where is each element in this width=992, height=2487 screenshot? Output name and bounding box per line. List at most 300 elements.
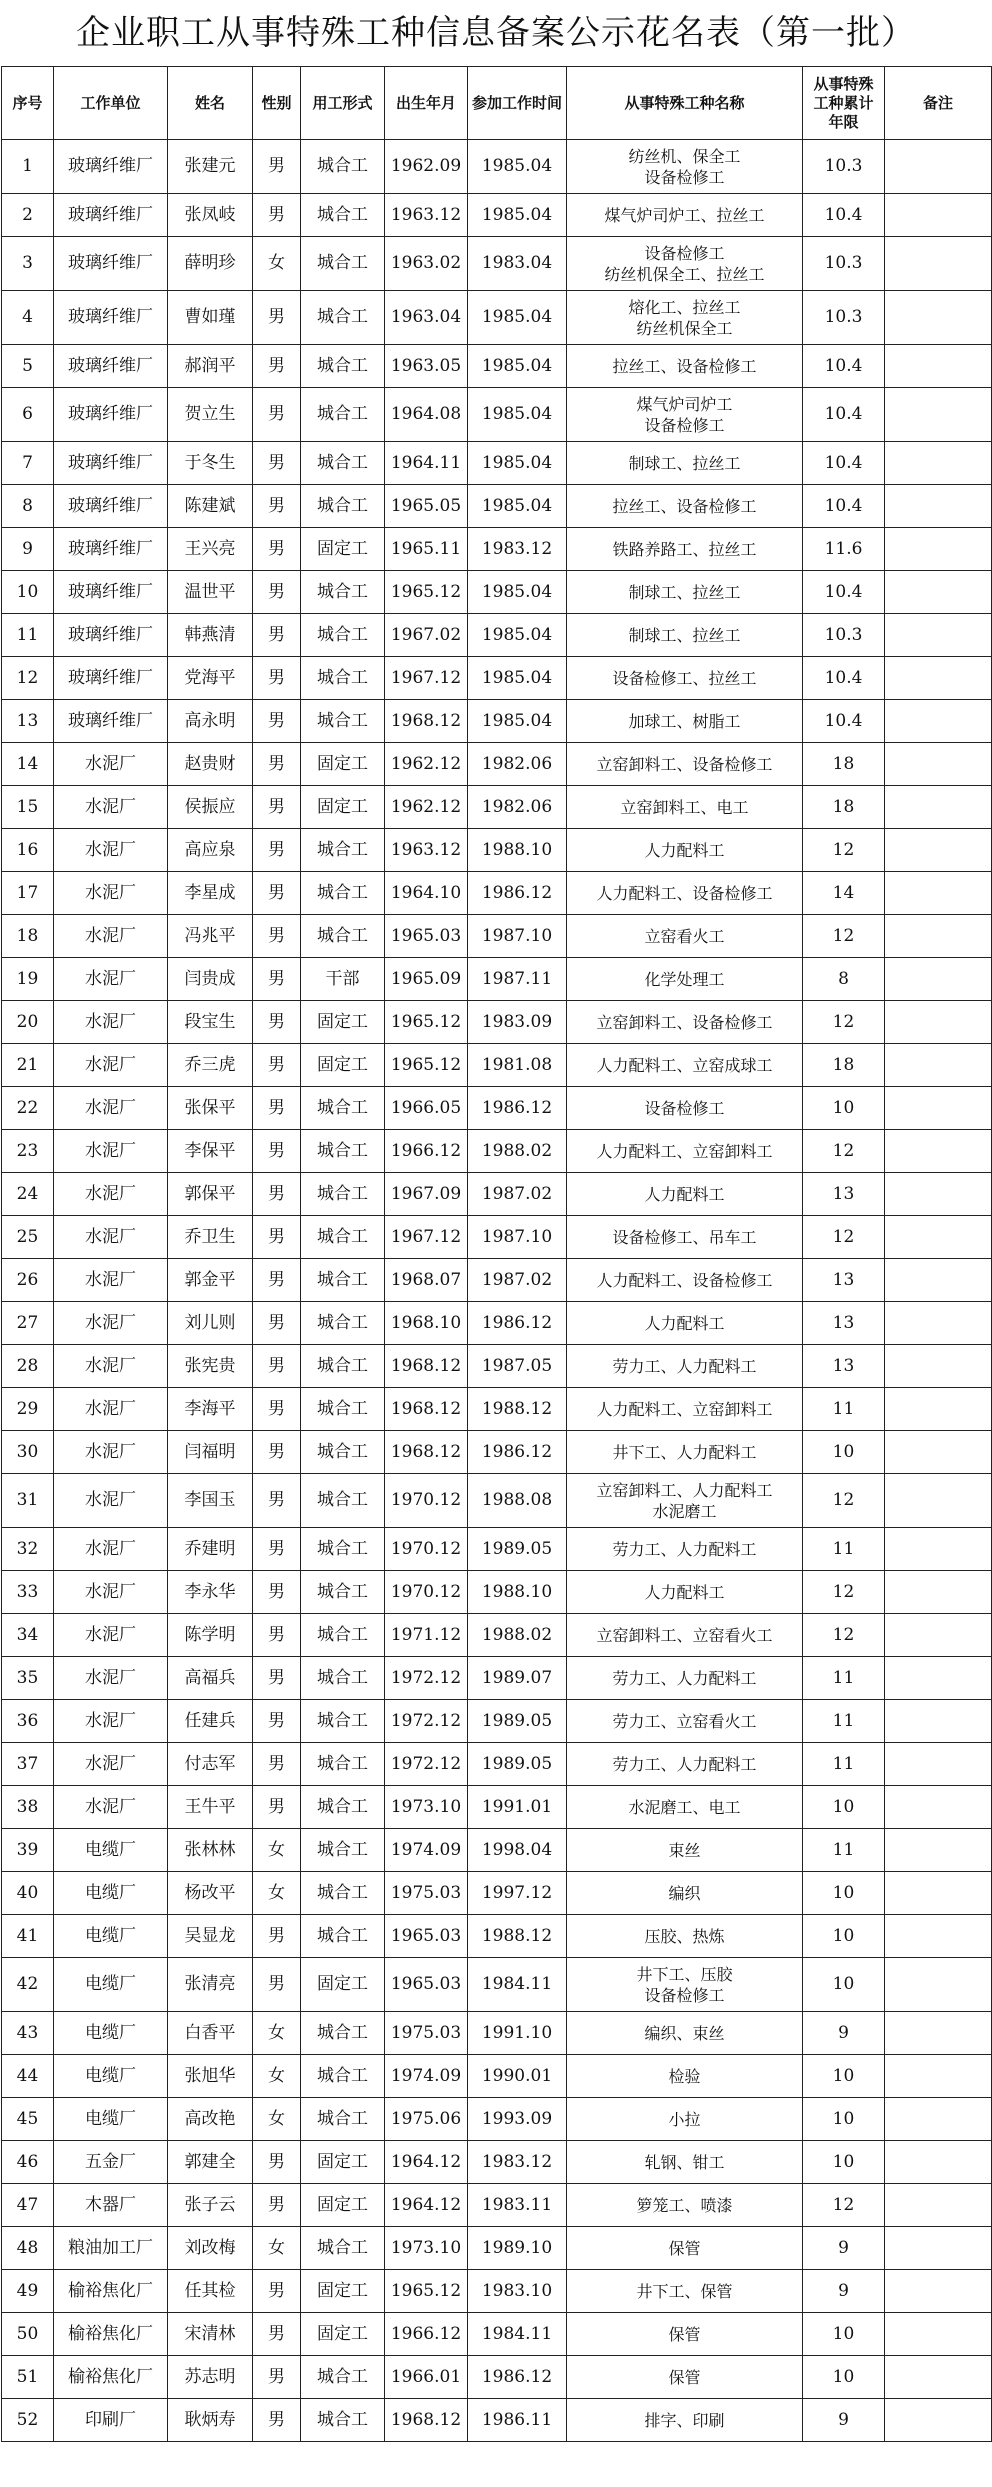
cell-types-line: 立窑卸料工、电工	[620, 797, 749, 817]
cell-birth: 1968.10	[385, 1302, 468, 1345]
cell-types	[567, 786, 803, 829]
cell-employment: 城合工	[301, 915, 385, 958]
cell-types	[567, 528, 803, 571]
cell-employment: 城合工	[301, 2356, 385, 2399]
cell-employment: 固定工	[301, 1958, 385, 2012]
cell-no: 42	[2, 1958, 54, 2012]
cell-gender: 男	[253, 1528, 301, 1571]
cell-birth: 1965.12	[385, 2270, 468, 2313]
cell-name: 陈建斌	[168, 485, 253, 528]
cell-start: 1990.01	[468, 2055, 567, 2098]
table-row	[2, 1345, 992, 1388]
cell-gender: 男	[253, 915, 301, 958]
cell-remark	[885, 1657, 992, 1700]
cell-birth: 1968.12	[385, 2399, 468, 2442]
cell-years: 11.6	[803, 528, 885, 571]
cell-employment: 城合工	[301, 872, 385, 915]
cell-types	[567, 1130, 803, 1173]
cell-name: 李国玉	[168, 1474, 253, 1528]
cell-birth: 1975.03	[385, 1872, 468, 1915]
cell-unit: 玻璃纤维厂	[54, 237, 168, 291]
cell-types	[567, 1173, 803, 1216]
cell-employment: 城合工	[301, 237, 385, 291]
cell-employment: 城合工	[301, 291, 385, 345]
cell-types-line: 小拉	[668, 2109, 701, 2129]
cell-start: 1985.04	[468, 442, 567, 485]
cell-years: 11	[803, 1700, 885, 1743]
cell-employment: 城合工	[301, 1915, 385, 1958]
cell-employment: 城合工	[301, 657, 385, 700]
cell-types	[567, 237, 803, 291]
cell-unit: 水泥厂	[54, 958, 168, 1001]
cell-types-line: 人力配料工、立窑卸料工	[596, 1141, 773, 1161]
cell-no: 38	[2, 1786, 54, 1829]
cell-unit: 水泥厂	[54, 1743, 168, 1786]
cell-no: 21	[2, 1044, 54, 1087]
cell-name: 耿炳寿	[168, 2399, 253, 2442]
cell-employment: 城合工	[301, 1657, 385, 1700]
cell-remark	[885, 2227, 992, 2270]
cell-no: 16	[2, 829, 54, 872]
cell-years: 18	[803, 786, 885, 829]
cell-gender: 男	[253, 614, 301, 657]
cell-employment: 城合工	[301, 1302, 385, 1345]
cell-types-line: 编织、束丝	[644, 2023, 725, 2043]
cell-gender: 女	[253, 2227, 301, 2270]
table-row	[2, 829, 992, 872]
cell-types-line: 劳力工、立窑看火工	[612, 1711, 757, 1731]
cell-birth: 1963.05	[385, 345, 468, 388]
cell-start: 1997.12	[468, 1872, 567, 1915]
cell-types	[567, 1657, 803, 1700]
cell-years: 13	[803, 1345, 885, 1388]
cell-employment: 城合工	[301, 345, 385, 388]
table-row	[2, 571, 992, 614]
cell-birth: 1964.08	[385, 388, 468, 442]
cell-start: 1987.11	[468, 958, 567, 1001]
cell-gender: 男	[253, 700, 301, 743]
cell-employment: 城合工	[301, 1743, 385, 1786]
cell-no: 35	[2, 1657, 54, 1700]
cell-no: 14	[2, 743, 54, 786]
table-row	[2, 1700, 992, 1743]
cell-start: 1982.06	[468, 786, 567, 829]
cell-types-line: 井下工、人力配料工	[612, 1442, 757, 1462]
cell-no: 40	[2, 1872, 54, 1915]
cell-years: 11	[803, 1829, 885, 1872]
cell-no: 9	[2, 528, 54, 571]
cell-types	[567, 2227, 803, 2270]
cell-name: 段宝生	[168, 1001, 253, 1044]
cell-types-line: 保管	[668, 2324, 701, 2344]
cell-birth: 1972.12	[385, 1657, 468, 1700]
cell-start: 1986.12	[468, 872, 567, 915]
table-header	[2, 67, 992, 140]
cell-name: 郭建全	[168, 2141, 253, 2184]
cell-no: 47	[2, 2184, 54, 2227]
cell-no: 43	[2, 2012, 54, 2055]
cell-remark	[885, 2012, 992, 2055]
cell-types	[567, 743, 803, 786]
cell-unit: 水泥厂	[54, 829, 168, 872]
cell-years: 10.4	[803, 700, 885, 743]
cell-gender: 男	[253, 829, 301, 872]
cell-types	[567, 872, 803, 915]
cell-types-line: 煤气炉司炉工	[636, 394, 733, 414]
cell-no: 48	[2, 2227, 54, 2270]
cell-types	[567, 345, 803, 388]
cell-gender: 男	[253, 1345, 301, 1388]
cell-types	[567, 829, 803, 872]
cell-birth: 1965.03	[385, 1915, 468, 1958]
table-row	[2, 1130, 992, 1173]
cell-types-line: 设备检修工	[644, 167, 725, 187]
cell-name: 乔建明	[168, 1528, 253, 1571]
cell-birth: 1965.12	[385, 1044, 468, 1087]
cell-gender: 男	[253, 2313, 301, 2356]
header-start: 参加工作时间	[468, 67, 567, 140]
cell-birth: 1968.12	[385, 1431, 468, 1474]
cell-gender: 男	[253, 657, 301, 700]
cell-start: 1985.04	[468, 140, 567, 194]
cell-types	[567, 1786, 803, 1829]
cell-years: 10.4	[803, 485, 885, 528]
header-name: 姓名	[168, 67, 253, 140]
cell-years: 10.3	[803, 614, 885, 657]
cell-remark	[885, 958, 992, 1001]
table-row	[2, 2227, 992, 2270]
cell-employment: 固定工	[301, 2313, 385, 2356]
table-row	[2, 2270, 992, 2313]
cell-name: 乔卫生	[168, 1216, 253, 1259]
cell-gender: 男	[253, 1786, 301, 1829]
cell-unit: 水泥厂	[54, 1474, 168, 1528]
cell-start: 1981.08	[468, 1044, 567, 1087]
cell-birth: 1968.12	[385, 1345, 468, 1388]
cell-employment: 固定工	[301, 2270, 385, 2313]
cell-types	[567, 2098, 803, 2141]
cell-types-line: 立窑卸料工、人力配料工	[596, 1480, 773, 1500]
cell-types	[567, 140, 803, 194]
cell-unit: 水泥厂	[54, 915, 168, 958]
cell-years: 10	[803, 1786, 885, 1829]
cell-remark	[885, 1872, 992, 1915]
cell-name: 李星成	[168, 872, 253, 915]
header-years-line: 年限	[828, 112, 859, 131]
cell-birth: 1965.12	[385, 1001, 468, 1044]
cell-years: 10.3	[803, 291, 885, 345]
cell-start: 1991.01	[468, 1786, 567, 1829]
cell-gender: 男	[253, 1302, 301, 1345]
cell-types-line: 保管	[668, 2367, 701, 2387]
table-row	[2, 2356, 992, 2399]
cell-years: 10	[803, 1872, 885, 1915]
table-row	[2, 657, 992, 700]
cell-types	[567, 1087, 803, 1130]
cell-name: 闫贵成	[168, 958, 253, 1001]
cell-employment: 城合工	[301, 1087, 385, 1130]
cell-birth: 1963.04	[385, 291, 468, 345]
cell-years: 12	[803, 1474, 885, 1528]
cell-start: 1985.04	[468, 571, 567, 614]
cell-birth: 1965.12	[385, 571, 468, 614]
cell-no: 41	[2, 1915, 54, 1958]
cell-years: 12	[803, 915, 885, 958]
cell-types	[567, 1614, 803, 1657]
cell-birth: 1967.12	[385, 657, 468, 700]
cell-years: 18	[803, 743, 885, 786]
cell-years: 10	[803, 1431, 885, 1474]
cell-gender: 男	[253, 140, 301, 194]
cell-types-line: 制球工、拉丝工	[628, 625, 741, 645]
cell-name: 张宪贵	[168, 1345, 253, 1388]
cell-gender: 男	[253, 1044, 301, 1087]
cell-types	[567, 614, 803, 657]
cell-years: 11	[803, 1528, 885, 1571]
cell-remark	[885, 700, 992, 743]
cell-no: 1	[2, 140, 54, 194]
table-row	[2, 1528, 992, 1571]
cell-unit: 电缆厂	[54, 1872, 168, 1915]
cell-birth: 1965.11	[385, 528, 468, 571]
cell-name: 张凤岐	[168, 194, 253, 237]
cell-employment: 城合工	[301, 194, 385, 237]
cell-birth: 1964.12	[385, 2141, 468, 2184]
cell-name: 高福兵	[168, 1657, 253, 1700]
cell-birth: 1968.07	[385, 1259, 468, 1302]
table-row	[2, 1786, 992, 1829]
cell-types-line: 人力配料工	[644, 840, 725, 860]
cell-unit: 水泥厂	[54, 1259, 168, 1302]
cell-unit: 电缆厂	[54, 2055, 168, 2098]
cell-years: 10.4	[803, 442, 885, 485]
cell-employment: 城合工	[301, 2055, 385, 2098]
cell-no: 52	[2, 2399, 54, 2442]
cell-years: 10	[803, 1087, 885, 1130]
cell-types-line: 束丝	[668, 1840, 701, 1860]
cell-remark	[885, 743, 992, 786]
cell-birth: 1968.12	[385, 700, 468, 743]
cell-gender: 男	[253, 1958, 301, 2012]
cell-no: 12	[2, 657, 54, 700]
table-row	[2, 1614, 992, 1657]
cell-types	[567, 2313, 803, 2356]
cell-no: 29	[2, 1388, 54, 1431]
cell-unit: 水泥厂	[54, 1614, 168, 1657]
cell-years: 18	[803, 1044, 885, 1087]
cell-employment: 城合工	[301, 571, 385, 614]
cell-birth: 1963.12	[385, 829, 468, 872]
cell-name: 苏志明	[168, 2356, 253, 2399]
cell-unit: 电缆厂	[54, 2098, 168, 2141]
cell-gender: 男	[253, 2141, 301, 2184]
cell-name: 高永明	[168, 700, 253, 743]
table-row	[2, 872, 992, 915]
cell-types	[567, 1302, 803, 1345]
table-row	[2, 2399, 992, 2442]
cell-unit: 五金厂	[54, 2141, 168, 2184]
cell-employment: 城合工	[301, 1474, 385, 1528]
cell-types	[567, 1829, 803, 1872]
cell-birth: 1970.12	[385, 1571, 468, 1614]
cell-unit: 水泥厂	[54, 1388, 168, 1431]
cell-gender: 男	[253, 2399, 301, 2442]
cell-no: 34	[2, 1614, 54, 1657]
cell-years: 13	[803, 1302, 885, 1345]
cell-employment: 城合工	[301, 1216, 385, 1259]
cell-unit: 电缆厂	[54, 2012, 168, 2055]
cell-no: 18	[2, 915, 54, 958]
cell-years: 13	[803, 1259, 885, 1302]
cell-remark	[885, 237, 992, 291]
cell-name: 白香平	[168, 2012, 253, 2055]
cell-name: 刘改梅	[168, 2227, 253, 2270]
cell-birth: 1966.01	[385, 2356, 468, 2399]
cell-birth: 1964.11	[385, 442, 468, 485]
cell-types	[567, 388, 803, 442]
table-row	[2, 1915, 992, 1958]
cell-remark	[885, 1915, 992, 1958]
cell-employment: 固定工	[301, 1044, 385, 1087]
cell-years: 11	[803, 1743, 885, 1786]
cell-remark	[885, 345, 992, 388]
cell-birth: 1970.12	[385, 1474, 468, 1528]
cell-employment: 固定工	[301, 786, 385, 829]
cell-start: 1988.02	[468, 1614, 567, 1657]
cell-start: 1985.04	[468, 194, 567, 237]
cell-remark	[885, 1431, 992, 1474]
table-row	[2, 1872, 992, 1915]
cell-remark	[885, 140, 992, 194]
cell-types-line: 劳力工、人力配料工	[612, 1539, 757, 1559]
cell-name: 陈学明	[168, 1614, 253, 1657]
cell-remark	[885, 1700, 992, 1743]
cell-remark	[885, 485, 992, 528]
cell-unit: 水泥厂	[54, 1173, 168, 1216]
cell-remark	[885, 2098, 992, 2141]
cell-types-line: 熔化工、拉丝工	[628, 297, 741, 317]
cell-unit: 水泥厂	[54, 1302, 168, 1345]
cell-employment: 城合工	[301, 1700, 385, 1743]
cell-types	[567, 291, 803, 345]
cell-no: 2	[2, 194, 54, 237]
page-title: 企业职工从事特殊工种信息备案公示花名表（第一批）	[76, 13, 916, 53]
cell-no: 49	[2, 2270, 54, 2313]
cell-types-line: 井下工、压胶	[636, 1964, 733, 1984]
table-body	[2, 140, 992, 2442]
cell-types-line: 纺丝机保全工、拉丝工	[604, 264, 765, 284]
cell-types	[567, 1958, 803, 2012]
cell-no: 15	[2, 786, 54, 829]
cell-no: 39	[2, 1829, 54, 1872]
cell-types-line: 劳力工、人力配料工	[612, 1668, 757, 1688]
cell-name: 任建兵	[168, 1700, 253, 1743]
table-row	[2, 140, 992, 194]
cell-types-line: 检验	[668, 2066, 701, 2086]
cell-employment: 固定工	[301, 743, 385, 786]
header-remark: 备注	[885, 67, 992, 140]
cell-unit: 水泥厂	[54, 1528, 168, 1571]
cell-types	[567, 1571, 803, 1614]
cell-name: 乔三虎	[168, 1044, 253, 1087]
table-row	[2, 1173, 992, 1216]
cell-start: 1989.05	[468, 1743, 567, 1786]
cell-gender: 男	[253, 1915, 301, 1958]
table-row	[2, 786, 992, 829]
cell-gender: 男	[253, 872, 301, 915]
cell-years: 10	[803, 2356, 885, 2399]
cell-name: 闫福明	[168, 1431, 253, 1474]
cell-remark	[885, 571, 992, 614]
cell-remark	[885, 2055, 992, 2098]
cell-employment: 城合工	[301, 442, 385, 485]
cell-types	[567, 2055, 803, 2098]
cell-name: 杨改平	[168, 1872, 253, 1915]
table-row	[2, 1571, 992, 1614]
cell-remark	[885, 872, 992, 915]
cell-types-line: 水泥磨工、电工	[628, 1797, 741, 1817]
table-row	[2, 194, 992, 237]
cell-birth: 1962.09	[385, 140, 468, 194]
cell-no: 45	[2, 2098, 54, 2141]
cell-no: 22	[2, 1087, 54, 1130]
cell-unit: 玻璃纤维厂	[54, 140, 168, 194]
cell-types	[567, 2399, 803, 2442]
table-row	[2, 743, 992, 786]
cell-remark	[885, 2313, 992, 2356]
table-row	[2, 1829, 992, 1872]
cell-types	[567, 657, 803, 700]
cell-types-line: 拉丝工、设备检修工	[612, 496, 757, 516]
cell-remark	[885, 915, 992, 958]
cell-birth: 1966.12	[385, 2313, 468, 2356]
cell-years: 10.4	[803, 657, 885, 700]
cell-name: 高改艳	[168, 2098, 253, 2141]
cell-remark	[885, 291, 992, 345]
cell-types	[567, 1216, 803, 1259]
cell-start: 1984.11	[468, 1958, 567, 2012]
cell-birth: 1972.12	[385, 1700, 468, 1743]
cell-start: 1985.04	[468, 614, 567, 657]
cell-name: 刘儿则	[168, 1302, 253, 1345]
cell-start: 1986.12	[468, 1431, 567, 1474]
cell-remark	[885, 1044, 992, 1087]
cell-remark	[885, 1345, 992, 1388]
cell-name: 韩燕清	[168, 614, 253, 657]
cell-name: 吴显龙	[168, 1915, 253, 1958]
cell-employment: 固定工	[301, 1001, 385, 1044]
cell-birth: 1974.09	[385, 1829, 468, 1872]
header-gender: 性别	[253, 67, 301, 140]
cell-birth: 1971.12	[385, 1614, 468, 1657]
cell-years: 12	[803, 1001, 885, 1044]
cell-start: 1983.11	[468, 2184, 567, 2227]
cell-unit: 水泥厂	[54, 872, 168, 915]
cell-no: 8	[2, 485, 54, 528]
cell-birth: 1965.05	[385, 485, 468, 528]
table-row	[2, 1958, 992, 2012]
cell-name: 王兴亮	[168, 528, 253, 571]
cell-no: 19	[2, 958, 54, 1001]
cell-remark	[885, 1001, 992, 1044]
cell-unit: 水泥厂	[54, 1001, 168, 1044]
cell-types	[567, 2270, 803, 2313]
cell-unit: 水泥厂	[54, 1786, 168, 1829]
table-row	[2, 1259, 992, 1302]
cell-types-line: 铁路养路工、拉丝工	[612, 539, 757, 559]
cell-remark	[885, 657, 992, 700]
cell-name: 张清亮	[168, 1958, 253, 2012]
